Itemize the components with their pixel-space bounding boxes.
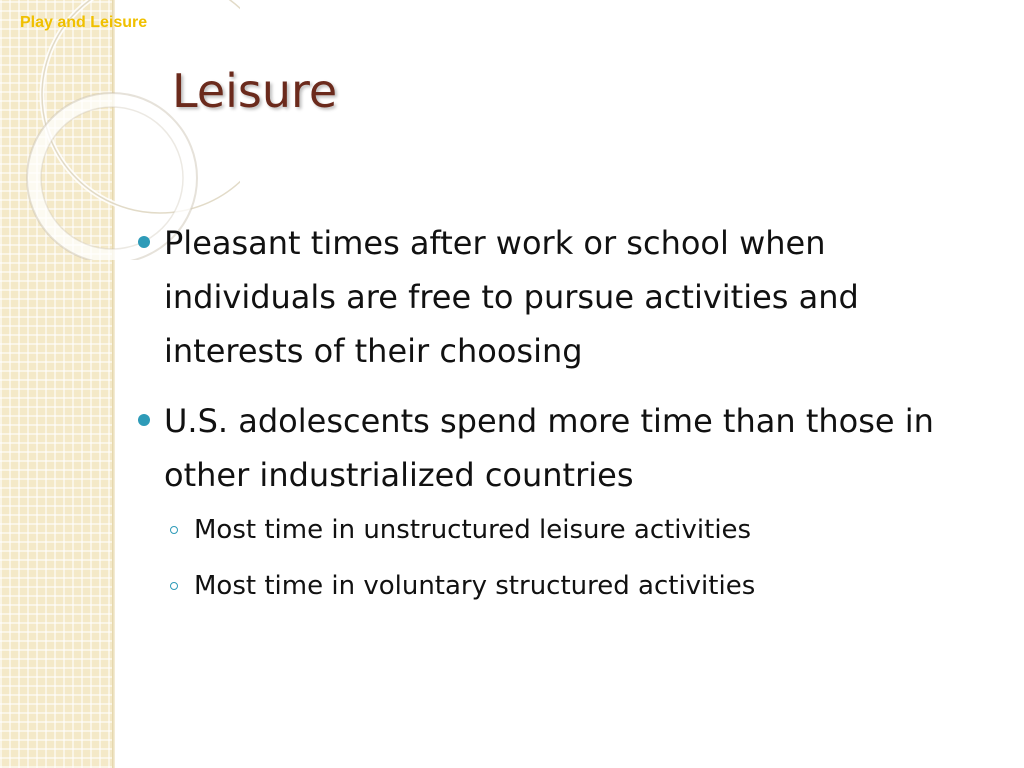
bullet-item (132, 216, 982, 378)
sub-bullet-ring-icon (170, 582, 178, 590)
sub-bullet-ring-icon (170, 526, 178, 534)
section-label: Play and Leisure (20, 14, 148, 31)
slide-content (132, 216, 982, 614)
sub-bullet-item (132, 502, 982, 558)
sub-bullet-item (132, 558, 982, 614)
sub-bullet-text: Most time in voluntary structured activities (194, 571, 756, 601)
bullet-text: U.S. adolescents spend more time than those in other industrialized countries (164, 402, 934, 494)
slide-title: Leisure (172, 64, 338, 118)
bullet-text: Pleasant times after work or school when individuals are free to pursue activities and interests of their choosing (164, 224, 859, 370)
bullet-item (132, 394, 982, 502)
bullet-dot-icon (138, 414, 150, 426)
bullet-dot-icon (138, 236, 150, 248)
sub-bullet-text: Most time in unstructured leisure activities (194, 515, 752, 545)
